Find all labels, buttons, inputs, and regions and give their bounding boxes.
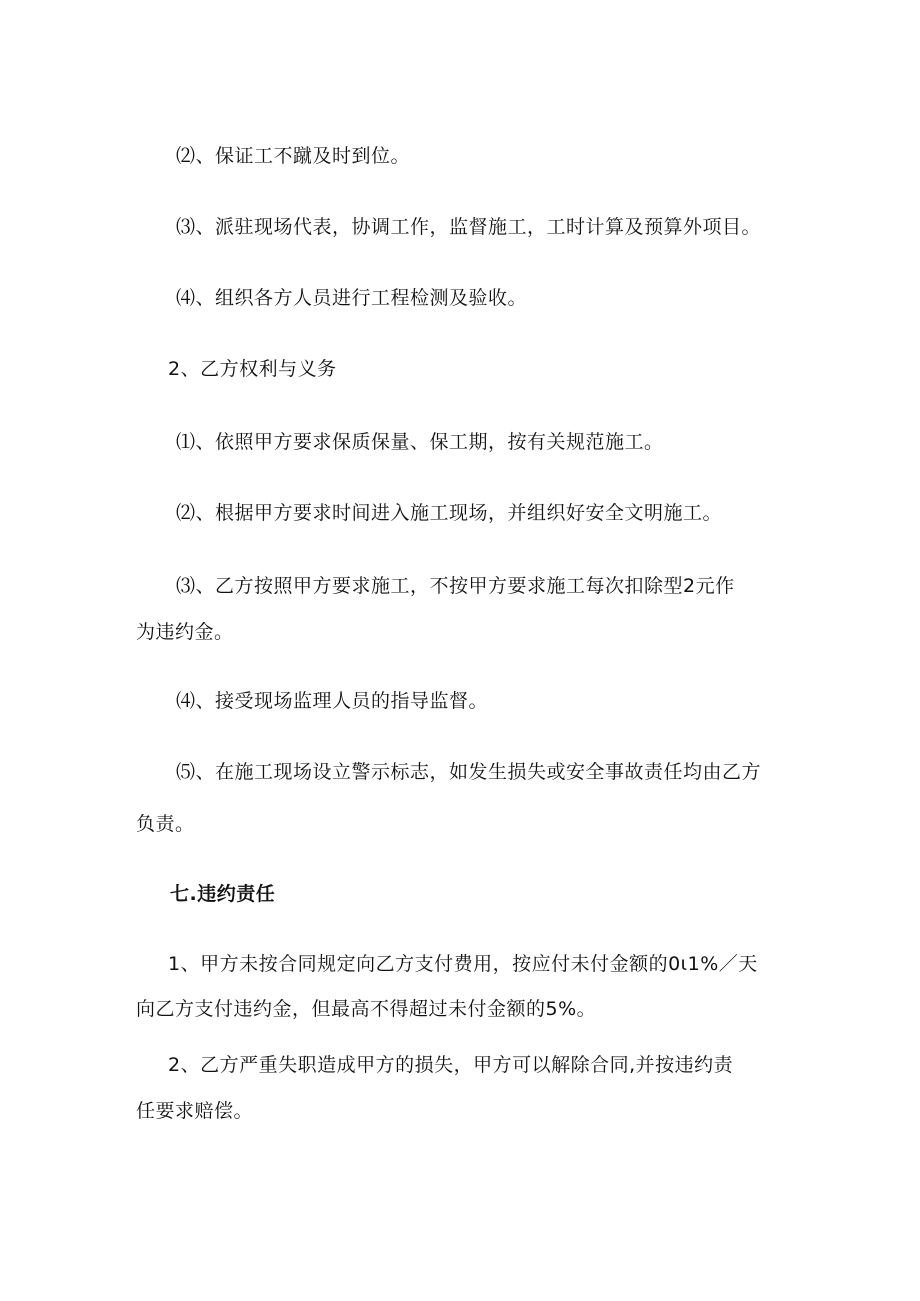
section-seven-item-2-line-2: 任要求赔偿。 [136, 1100, 254, 1122]
party-b-item-3-line-1: ⑶、乙方按照甲方要求施工，不按甲方要求施工每次扣除型2元作 [176, 575, 735, 597]
section-seven-item-2-line-1: 2、乙方严重失职造成甲方的损失，甲方可以解除合同,并按违约责 [168, 1054, 734, 1076]
party-b-item-1: ⑴、依照甲方要求保质保量、保工期，按有关规范施工。 [176, 431, 664, 453]
section-seven-item-1-line-1: 1、甲方未按合同规定向乙方支付费用，按应付未付金额的0ι1%／天 [168, 953, 758, 975]
party-a-item-3: ⑶、派驻现场代表，协调工作，监督施工，工时计算及预算外项目。 [176, 216, 762, 238]
party-b-item-2: ⑵、根据甲方要求时间进入施工现场，并组织好安全文明施工。 [176, 502, 723, 524]
party-b-item-3-line-2: 为违约金。 [136, 621, 234, 643]
party-a-item-2: ⑵、保证工不蹴及时到位。 [176, 145, 411, 167]
party-a-item-4: ⑷、组织各方人员进行工程检测及验收。 [176, 287, 528, 309]
party-b-heading: 2、乙方权利与义务 [168, 358, 337, 380]
section-seven-heading: 七.违约责任 [170, 883, 276, 905]
party-b-item-4: ⑷、接受现场监理人员的指导监督。 [176, 690, 489, 712]
party-b-item-5-line-2: 负责。 [136, 813, 195, 835]
section-seven-item-1-line-2: 向乙方支付违约金，但最高不得超过未付金额的5%。 [136, 998, 597, 1020]
party-b-item-5-line-1: ⑸、在施工现场设立警示标志，如发生损失或安全事故责任均由乙方 [176, 761, 762, 783]
